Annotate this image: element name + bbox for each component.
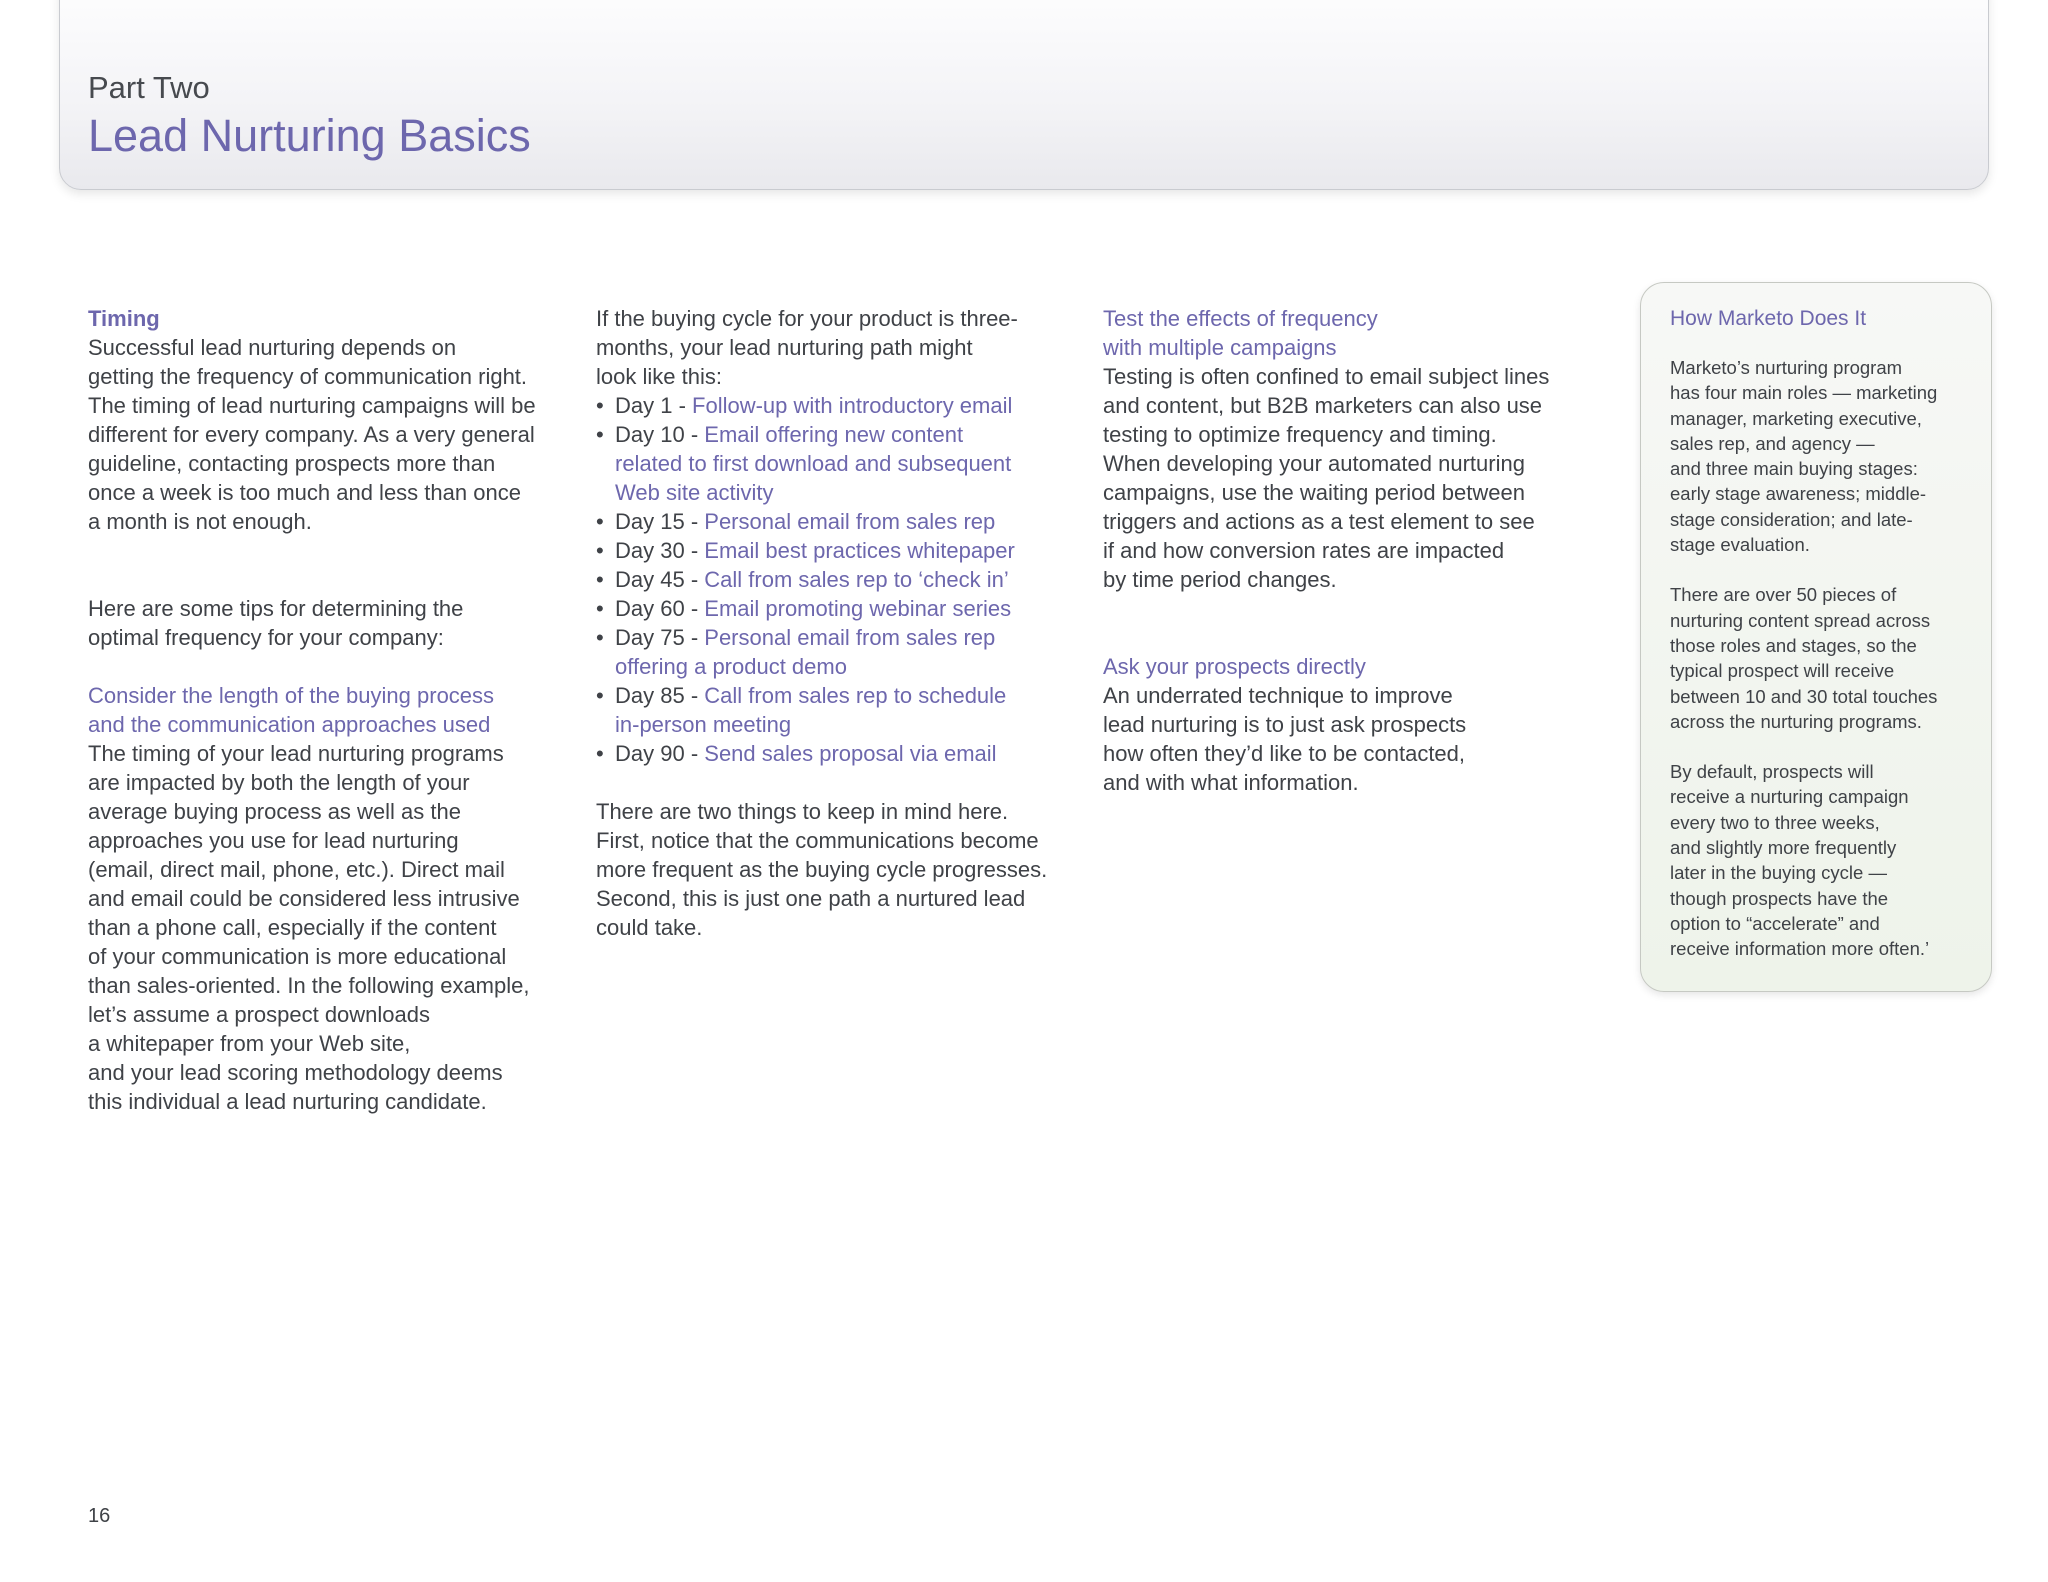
text-line: and email could be considered less intrusive: [88, 886, 520, 911]
text-line: let’s assume a prospect downloads: [88, 1002, 431, 1027]
text-line: early stage awareness; middle-: [1670, 483, 1927, 505]
bullet-glyph: •: [596, 393, 604, 418]
text-line: Consider the length of the buying process: [88, 683, 495, 708]
text-line: a month is not enough.: [88, 509, 312, 534]
text-line: and the communication approaches used: [88, 712, 491, 737]
test-frequency-body: [1103, 362, 1583, 594]
sidebar-paragraph: [1670, 582, 1976, 734]
list-item: [596, 536, 1096, 565]
text-line: The timing of your lead nurturing programs: [88, 741, 504, 766]
text-line: once a week is too much and less than once: [88, 480, 521, 505]
column-testing: [1103, 304, 1583, 797]
text-line: and with what information.: [1103, 770, 1359, 795]
text-line: Test the effects of frequency: [1103, 306, 1378, 331]
buying-process-body: [88, 739, 578, 1116]
path-intro: [596, 304, 1096, 391]
day-label: Day 1 -: [615, 393, 693, 418]
day-label: Day 90 -: [615, 741, 705, 766]
text-line: An underrated technique to improve: [1103, 683, 1453, 708]
list-item: [596, 594, 1096, 623]
text-line: every two to three weeks,: [1670, 811, 1880, 833]
text-line: between 10 and 30 total touches: [1670, 685, 1938, 707]
text-line: typical prospect will receive: [1670, 660, 1895, 682]
day-label: Day 15 -: [615, 509, 705, 534]
text-line: could take.: [596, 915, 703, 940]
text-line: those roles and stages, so the: [1670, 634, 1917, 656]
bullet-glyph: •: [596, 596, 604, 621]
ask-prospects-subheading: Ask your prospects directly: [1103, 654, 1366, 679]
text-line: later in the buying cycle —: [1670, 862, 1887, 884]
bullet-glyph: •: [596, 509, 604, 534]
page-number: 16: [88, 1505, 111, 1527]
text-line: than a phone call, especially if the content: [88, 915, 497, 940]
nurturing-day-list: [596, 391, 1096, 768]
path-closing: [596, 797, 1096, 942]
day-action-continued: Web site activity: [615, 480, 774, 505]
day-action: Send sales proposal via email: [704, 741, 997, 766]
day-action: Call from sales rep to ‘check in’: [704, 567, 1009, 592]
bullet-glyph: •: [596, 567, 604, 592]
list-item: [596, 420, 1096, 507]
text-line: look like this:: [596, 364, 722, 389]
sidebar-paragraph: [1670, 759, 1976, 961]
text-line: When developing your automated nurturing: [1103, 451, 1525, 476]
text-line: more frequent as the buying cycle progresses.: [596, 857, 1048, 882]
list-item: [596, 681, 1096, 739]
text-line: nurturing content spread across: [1670, 609, 1931, 631]
day-label: Day 75 -: [615, 625, 705, 650]
text-line: Testing is often confined to email subject lines: [1103, 364, 1550, 389]
text-line: optimal frequency for your company:: [88, 625, 444, 650]
buying-process-subheading: [88, 681, 578, 739]
text-line: different for every company. As a very general: [88, 422, 535, 447]
text-line: manager, marketing executive,: [1670, 407, 1922, 429]
sidebar-title: How Marketo Does It: [1670, 307, 1867, 330]
day-action-continued: offering a product demo: [615, 654, 847, 679]
text-line: campaigns, use the waiting period between: [1103, 480, 1525, 505]
day-label: Day 45 -: [615, 567, 705, 592]
text-line: First, notice that the communications become: [596, 828, 1039, 853]
text-line: Successful lead nurturing depends on: [88, 335, 457, 360]
text-line: with multiple campaigns: [1103, 335, 1337, 360]
timing-intro: [88, 333, 578, 536]
marketo-sidebar-box: [1640, 282, 1992, 992]
text-line: though prospects have the: [1670, 887, 1889, 909]
bullet-glyph: •: [596, 625, 604, 650]
text-line: receive information more often.’: [1670, 938, 1930, 960]
column-timing: [88, 304, 578, 1116]
column-nurturing-path: [596, 304, 1096, 942]
day-label: Day 85 -: [615, 683, 705, 708]
text-line: sales rep, and agency —: [1670, 432, 1875, 454]
text-line: across the nurturing programs.: [1670, 710, 1922, 732]
day-action-continued: related to first download and subsequent: [615, 451, 1012, 476]
tips-intro: [88, 594, 578, 652]
day-action: Personal email from sales rep: [704, 625, 996, 650]
bullet-glyph: •: [596, 538, 604, 563]
text-line: Second, this is just one path a nurtured lead: [596, 886, 1026, 911]
day-action-continued: in-person meeting: [615, 712, 792, 737]
text-line: option to “accelerate” and: [1670, 912, 1880, 934]
text-line: average buying process as well as the: [88, 799, 461, 824]
text-line: triggers and actions as a test element to see: [1103, 509, 1535, 534]
day-label: Day 10 -: [615, 422, 705, 447]
text-line: if and how conversion rates are impacted: [1103, 538, 1505, 563]
bullet-glyph: •: [596, 422, 604, 447]
text-line: stage evaluation.: [1670, 534, 1810, 556]
day-action: Follow-up with introductory email: [692, 393, 1013, 418]
text-line: months, your lead nurturing path might: [596, 335, 973, 360]
text-line: receive a nurturing campaign: [1670, 786, 1909, 808]
day-label: Day 30 -: [615, 538, 705, 563]
timing-heading: Timing: [88, 306, 160, 331]
list-item: [596, 507, 1096, 536]
text-line: testing to optimize frequency and timing.: [1103, 422, 1497, 447]
ask-prospects-body: [1103, 681, 1583, 797]
text-line: and slightly more frequently: [1670, 837, 1897, 859]
text-line: and your lead scoring methodology deems: [88, 1060, 503, 1085]
text-line: guideline, contacting prospects more than: [88, 451, 496, 476]
list-item: [596, 623, 1096, 681]
text-line: stage consideration; and late-: [1670, 508, 1913, 530]
day-action: Email best practices whitepaper: [704, 538, 1015, 563]
text-line: The timing of lead nurturing campaigns will be: [88, 393, 536, 418]
day-action: Personal email from sales rep: [704, 509, 996, 534]
sidebar-body: [1670, 355, 1976, 987]
text-line: getting the frequency of communication right.: [88, 364, 528, 389]
text-line: of your communication is more educational: [88, 944, 507, 969]
day-action: Call from sales rep to schedule: [704, 683, 1007, 708]
text-line: a whitepaper from your Web site,: [88, 1031, 411, 1056]
text-line: by time period changes.: [1103, 567, 1337, 592]
text-line: has four main roles — marketing: [1670, 382, 1938, 404]
list-item: [596, 565, 1096, 594]
text-line: are impacted by both the length of your: [88, 770, 470, 795]
text-line: If the buying cycle for your product is three-: [596, 306, 1018, 331]
text-line: lead nurturing is to just ask prospects: [1103, 712, 1467, 737]
list-item: [596, 391, 1096, 420]
text-line: Marketo’s nurturing program: [1670, 357, 1903, 378]
text-line: this individual a lead nurturing candidate.: [88, 1089, 487, 1114]
text-line: There are two things to keep in mind here.: [596, 799, 1009, 824]
text-line: how often they’d like to be contacted,: [1103, 741, 1466, 766]
page-title: Lead Nurturing Basics: [88, 110, 531, 161]
sidebar-paragraph: [1670, 355, 1976, 557]
text-line: By default, prospects will: [1670, 761, 1874, 783]
day-label: Day 60 -: [615, 596, 705, 621]
test-frequency-subheading: [1103, 304, 1583, 362]
bullet-glyph: •: [596, 741, 604, 766]
text-line: Here are some tips for determining the: [88, 596, 464, 621]
text-line: and content, but B2B marketers can also use: [1103, 393, 1543, 418]
text-line: There are over 50 pieces of: [1670, 584, 1897, 606]
bullet-glyph: •: [596, 683, 604, 708]
part-label: Part Two: [88, 70, 210, 105]
text-line: and three main buying stages:: [1670, 458, 1918, 480]
day-action: Email offering new content: [704, 422, 964, 447]
list-item: [596, 739, 1096, 768]
day-action: Email promoting webinar series: [704, 596, 1012, 621]
text-line: (email, direct mail, phone, etc.). Direct mail: [88, 857, 505, 882]
text-line: approaches you use for lead nurturing: [88, 828, 459, 853]
text-line: than sales-oriented. In the following example,: [88, 973, 530, 998]
